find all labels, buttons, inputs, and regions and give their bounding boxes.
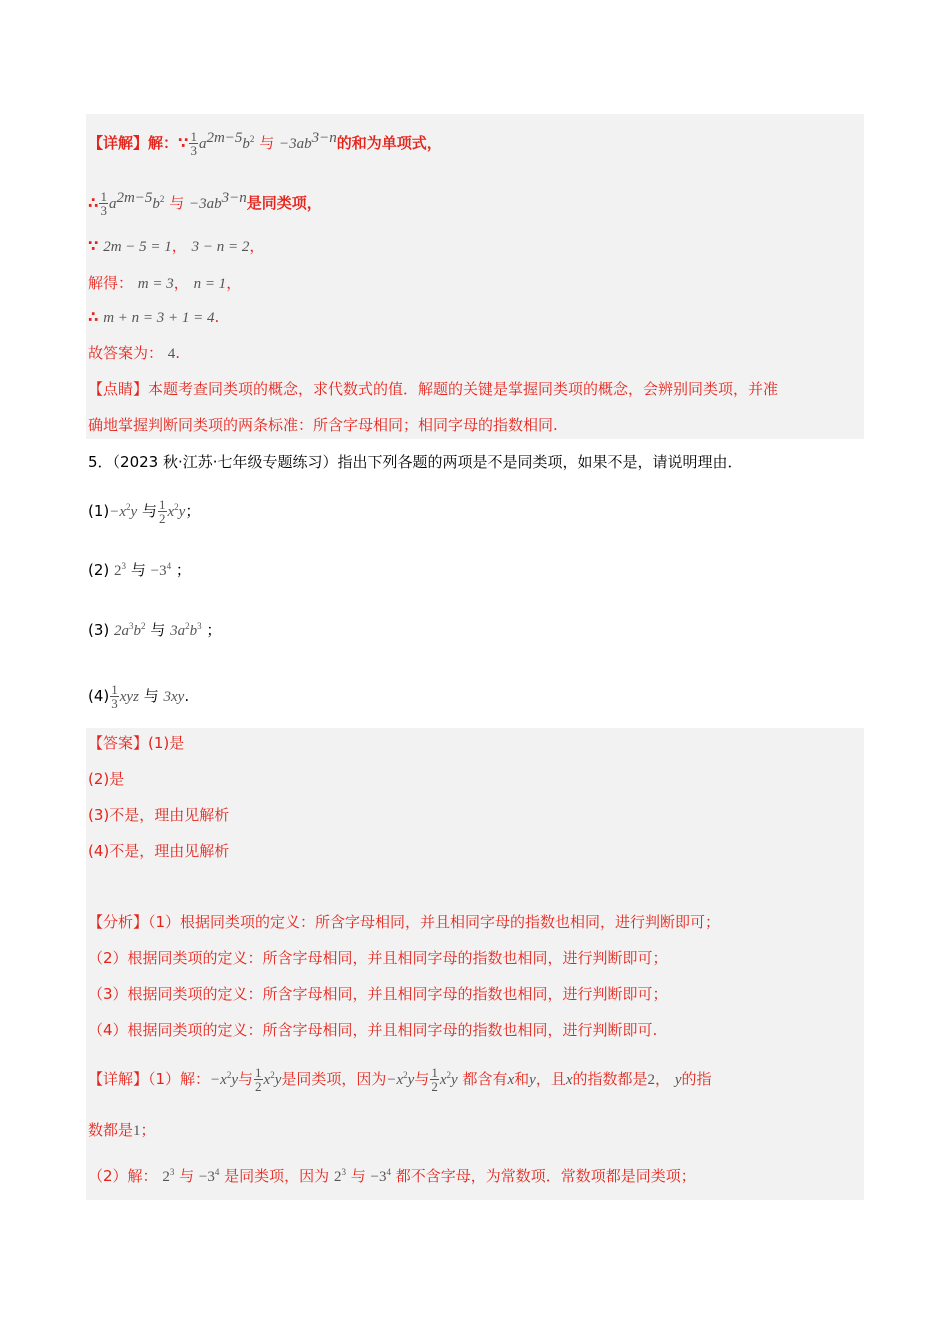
detail-line-1: 【详解】解：∵ $\frac{1}{3}$ $a^{2m-5}b^2$ 与 $-3ab^{3-n}$的和为单项式，: [88, 129, 442, 158]
answer-4: (4)不是，理由见解析: [88, 842, 230, 860]
question-part-2: (2) $2^3$ 与 $-3^4$ ；: [88, 561, 191, 579]
detail-line-5: ∴ m + n = 3 + 1 = 4.: [88, 308, 220, 326]
detail-line-4: 解得： m = 3， n = 1，: [88, 274, 242, 292]
analysis-2: （2）根据同类项的定义：所含字母相同，并且相同字母的指数也相同，进行判断即可；: [88, 949, 668, 967]
fraction: $\frac{1}{2}$: [159, 497, 166, 526]
analysis-3: （3）根据同类项的定义：所含字母相同，并且相同字母的指数也相同，进行判断即可；: [88, 985, 668, 1003]
answer-2: (2)是: [88, 770, 125, 788]
detail-line-3: ∵ 2m − 5 = 1， 3 − n = 2，: [88, 237, 265, 255]
fraction: $\frac{1}{3}$: [190, 129, 197, 158]
question-part-3: (3) $2a^3b^2$ 与 $3a^2b^3$ ；: [88, 621, 222, 639]
comment-line-1: 【点睛】本题考查同类项的概念，求代数式的值．解题的关键是掌握同类项的概念，会辨别同类项，并准: [88, 380, 779, 398]
analysis-1: 【分析】（1）根据同类项的定义：所含字母相同，并且相同字母的指数也相同，进行判断即可；: [88, 913, 721, 931]
fraction: $\frac{1}{2}$: [431, 1065, 438, 1094]
detail-answer-line-2: 数都是1；: [88, 1121, 156, 1139]
detail-line-2: ∴ $\frac{1}{3}$ $a^{2m-5}b^2$ 与 $-3ab^{3-n}$是同类项，: [88, 189, 322, 218]
fraction: $\frac{1}{3}$: [111, 682, 118, 711]
question-title: 5．（2023 秋·江苏·七年级专题练习）指出下列各题的两项是不是同类项，如果不是，请说明理由．: [88, 453, 743, 471]
fraction: $\frac{1}{2}$: [255, 1065, 262, 1094]
comment-line-2: 确地掌握判断同类项的两条标准：所含字母相同；相同字母的指数相同.: [88, 416, 558, 434]
analysis-4: （4）根据同类项的定义：所含字母相同，并且相同字母的指数也相同，进行判断即可.: [88, 1021, 658, 1039]
answer-line: 故答案为： 4.: [88, 344, 181, 362]
detail-answer-line-3: （2）解： $2^3$ 与 $-3^4$ 是同类项，因为 $2^3$ 与 $-3^4$ 都不含字母，为常数项．常数项都是同类项；: [88, 1167, 696, 1185]
detail-answer-line-1: 【详解】（1）解：$-x^2y$与 $\frac{1}{2}$ $x^2y$是同类项，因为$-x^2y$与 $\frac{1}{2}$ $x^2y$ 都含有x和y，且x的指数都是2， y的指: [88, 1065, 712, 1094]
question-part-1: $(1)-x^2y$ 与 $\frac{1}{2}$ $x^2y$；: [88, 497, 201, 526]
question-part-4: (4) $\frac{1}{3}$ xyz 与 3xy.: [88, 682, 190, 711]
fraction: $\frac{1}{3}$: [100, 189, 107, 218]
answer-3: (3)不是，理由见解析: [88, 806, 230, 824]
answer-1: 【答案】(1)是: [88, 734, 185, 752]
